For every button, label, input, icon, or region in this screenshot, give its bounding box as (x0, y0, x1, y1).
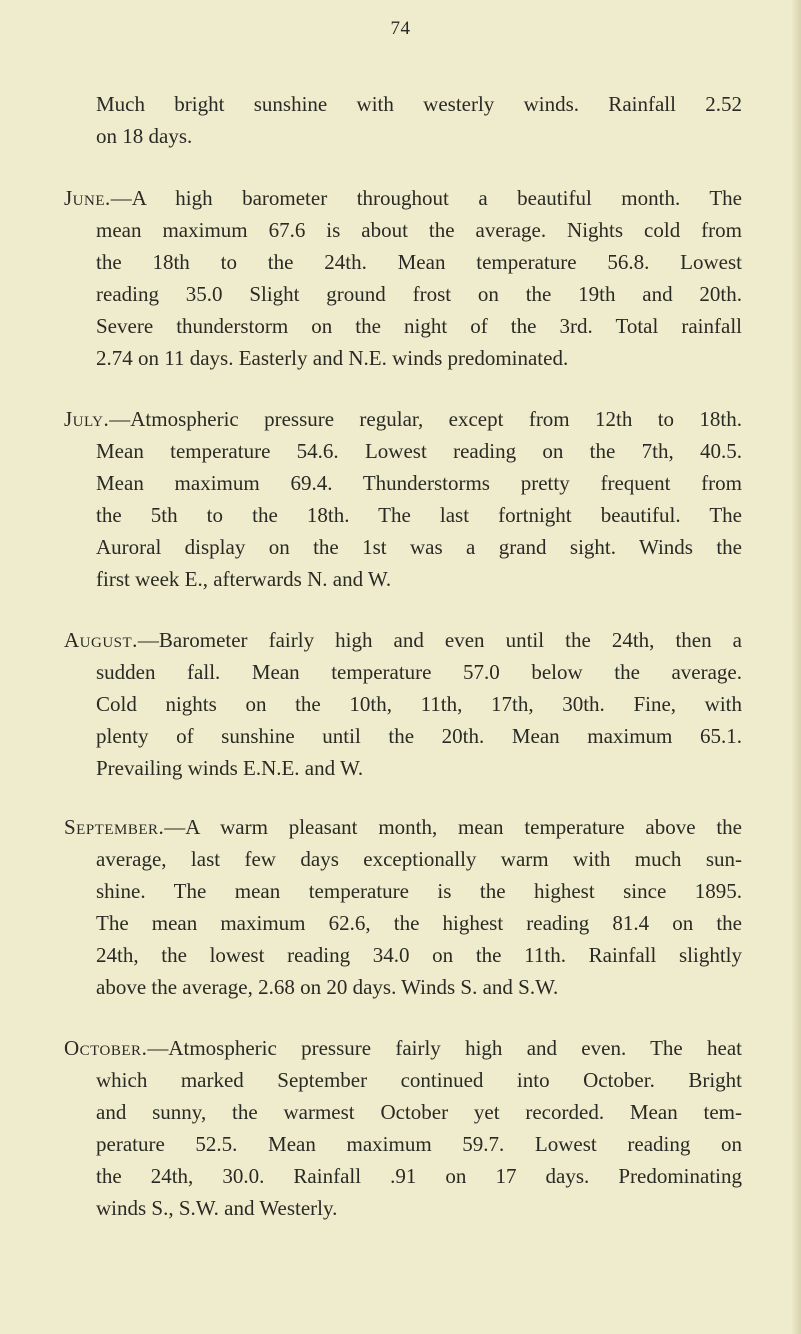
entry-line: —A high barometer throughout a beautiful month. The (110, 186, 742, 210)
entry-line: Severe thunderstorm on the night of the 3rd. Total rainfall (96, 314, 742, 338)
entry-line: the 18th to the 24th. Mean temperature 56.8. Lowest (96, 250, 742, 274)
entry-line: Mean maximum 69.4. Thunderstorms pretty frequent from (96, 471, 742, 495)
entry-line: first week E., afterwards N. and W. (96, 567, 392, 591)
entry-line: the 5th to the 18th. The last fortnight beautiful. The (96, 503, 742, 527)
entry-line: perature 52.5. Mean maximum 59.7. Lowest reading on (96, 1132, 742, 1156)
entry-line: 24th, the lowest reading 34.0 on the 11th. Rainfall slightly (96, 943, 742, 967)
entry-first-line (64, 811, 742, 843)
page-edge-shadow (791, 0, 801, 1334)
entry-line: which marked September continued into October. Bright (96, 1068, 742, 1092)
entry-line: —A warm pleasant month, mean temperature above the (164, 815, 742, 839)
entry-line: and sunny, the warmest October yet recorded. Mean tem- (96, 1100, 742, 1124)
entry-first-line (64, 1032, 742, 1064)
entry-line: The mean maximum 62.6, the highest reading 81.4 on the (96, 911, 742, 935)
entry-line: Prevailing winds E.N.E. and W. (96, 756, 364, 780)
entry-line: Cold nights on the 10th, 11th, 17th, 30th. Fine, with (96, 692, 742, 716)
entry-may-continuation (64, 88, 742, 152)
month-heading: September. (64, 815, 165, 839)
entry-line: —Barometer fairly high and even until the 24th, then a (137, 628, 742, 652)
entry-october (64, 1032, 742, 1224)
month-heading: August. (64, 628, 138, 652)
entry-line: —Atmospheric pressure regular, except from 12th to 18th. (109, 407, 742, 431)
entry-line: reading 35.0 Slight ground frost on the 19th and 20th. (96, 282, 742, 306)
entry-first-line (64, 403, 742, 435)
entry-line: sudden fall. Mean temperature 57.0 below the average. (96, 660, 742, 684)
entry-line: on 18 days. (96, 124, 193, 148)
entry-july (64, 403, 742, 595)
entry-line: winds S., S.W. and Westerly. (96, 1196, 338, 1220)
entry-line: mean maximum 67.6 is about the average. Nights cold from (96, 218, 742, 242)
entry-line: 2.74 on 11 days. Easterly and N.E. winds predominated. (96, 346, 569, 370)
entry-line: Auroral display on the 1st was a grand sight. Winds the (96, 535, 742, 559)
month-heading: June. (64, 186, 111, 210)
entry-august (64, 624, 742, 784)
entry-line: Much bright sunshine with westerly winds. Rainfall 2.52 (96, 92, 742, 116)
entry-line: shine. The mean temperature is the highest since 1895. (96, 879, 742, 903)
entry-line: above the average, 2.68 on 20 days. Winds S. and S.W. (96, 975, 559, 999)
entry-first-line (64, 182, 742, 214)
entry-september (64, 811, 742, 1003)
month-heading: July. (64, 407, 110, 431)
entry-line: —Atmospheric pressure fairly high and even. The heat (147, 1036, 742, 1060)
entry-line: average, last few days exceptionally warm with much sun- (96, 847, 742, 871)
entry-line: plenty of sunshine until the 20th. Mean maximum 65.1. (96, 724, 742, 748)
month-heading: October. (64, 1036, 148, 1060)
entry-line: Mean temperature 54.6. Lowest reading on the 7th, 40.5. (96, 439, 742, 463)
entry-line: the 24th, 30.0. Rainfall .91 on 17 days. Predominating (96, 1164, 742, 1188)
page-number: 74 (390, 18, 411, 39)
entry-first-line (64, 624, 742, 656)
entry-june (64, 182, 742, 374)
